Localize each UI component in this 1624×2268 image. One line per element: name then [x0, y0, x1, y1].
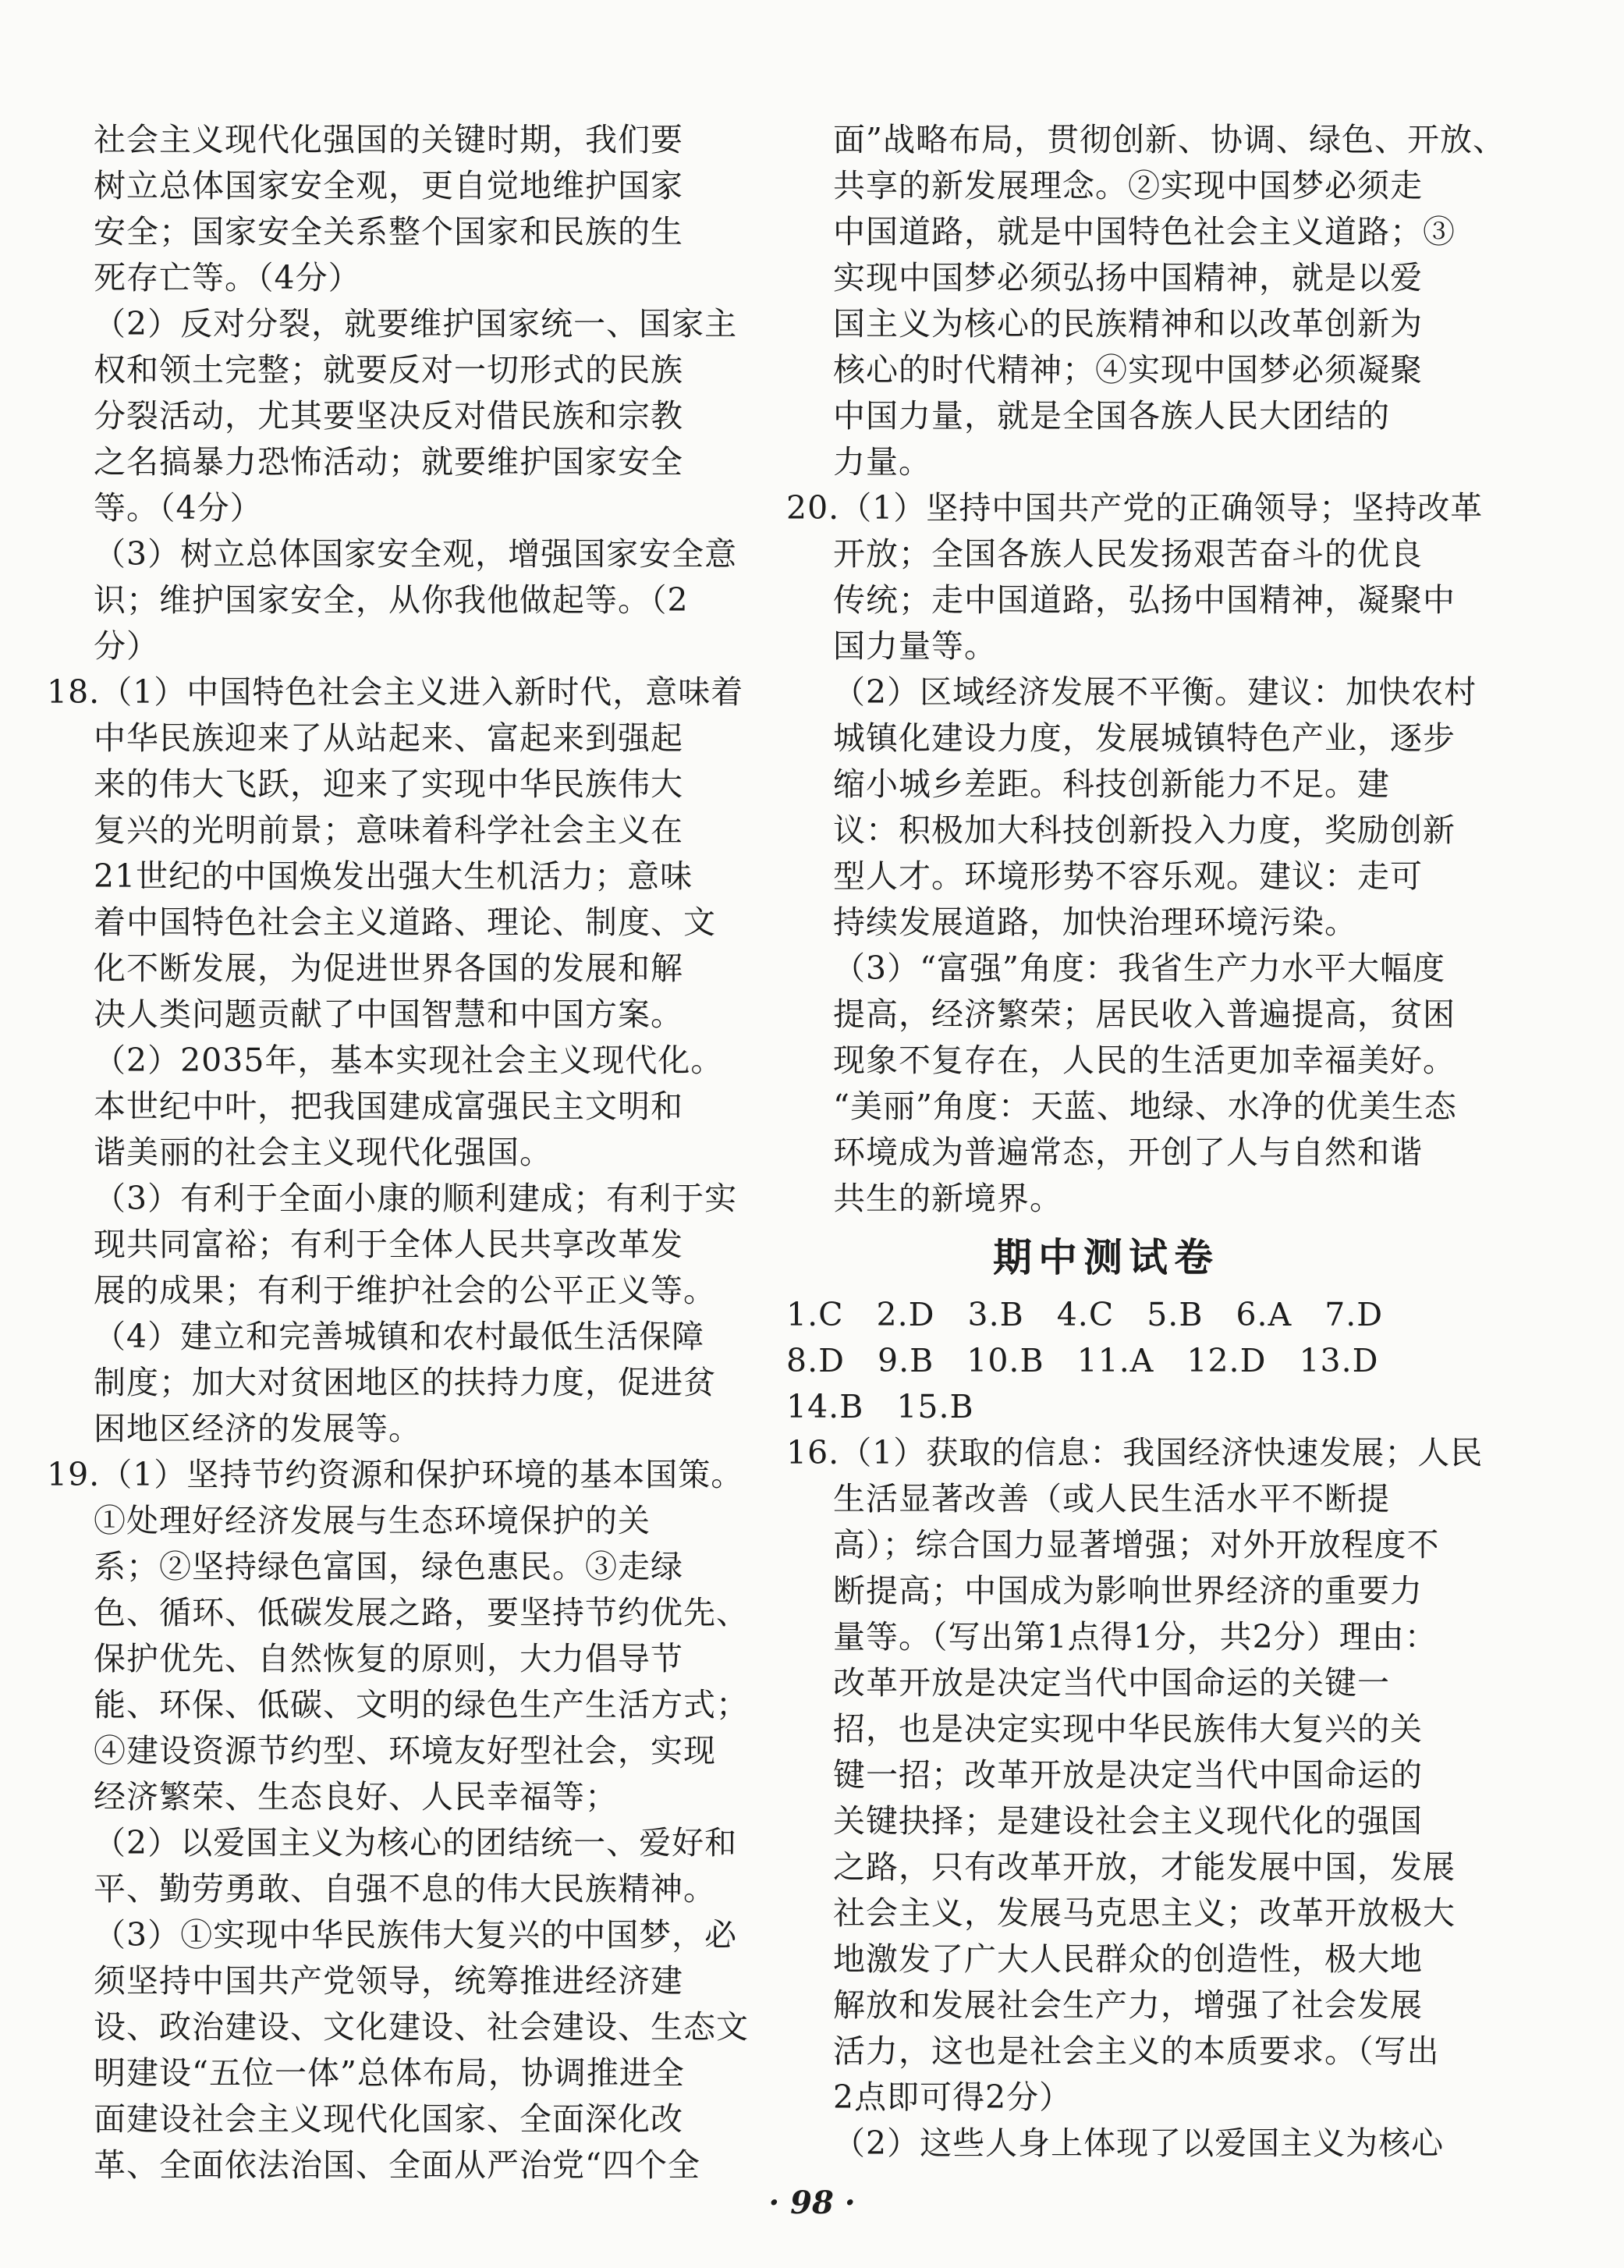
text-line: 色、循环、低碳发展之路，要坚持节约优先、 — [94, 1594, 749, 1631]
text-line: ④建设资源节约型、环境友好型社会，实现 — [94, 1732, 716, 1769]
text-line: 制度；加大对贫困地区的扶持力度，促进贫 — [94, 1364, 716, 1401]
text-line: 关键抉择；是建设社会主义现代化的强国 — [833, 1802, 1423, 1840]
text-line: 之名搞暴力恐怖活动；就要维护国家安全 — [94, 443, 683, 481]
text-line: 识；维护国家安全，从你我他做起等。（2 — [94, 581, 689, 619]
text-line: 困地区经济的发展等。 — [94, 1410, 421, 1447]
text-line: 决人类问题贡献了中国智慧和中国方案。 — [94, 996, 683, 1033]
text-line: 地激发了广大人民群众的创造性，极大地 — [833, 1940, 1423, 1978]
text-line: 平、勤劳勇敢、自强不息的伟大民族精神。 — [94, 1870, 716, 1908]
text-line: 议：积极加大科技创新投入力度，奖励创新 — [833, 811, 1456, 849]
text-line: 开放；全国各族人民发扬艰苦奋斗的优良 — [833, 535, 1423, 573]
text-line: （2）2035年，基本实现社会主义现代化。 — [94, 1042, 724, 1079]
text-line: 权和领土完整；就要反对一切形式的民族 — [94, 351, 683, 389]
text-line: 中国道路，就是中国特色社会主义道路；③ — [833, 213, 1456, 250]
text-line: 提高，经济繁荣；居民收入普遍提高，贫困 — [833, 996, 1456, 1033]
text-line: 树立总体国家安全观，更自觉地维护国家 — [94, 167, 683, 204]
text-line: 改革开放是决定当代中国命运的关键一 — [833, 1664, 1390, 1702]
text-line: 面建设社会主义现代化国家、全面深化改 — [94, 2100, 683, 2138]
text-line: 社会主义，发展马克思主义；改革开放极大 — [833, 1894, 1456, 1932]
text-line: 能、环保、低碳、文明的绿色生产生活方式； — [94, 1686, 749, 1723]
text-line: 19.（1）坚持节约资源和保护环境的基本国策。 — [47, 1456, 744, 1493]
text-line: 中国力量，就是全国各族人民大团结的 — [833, 397, 1390, 435]
text-line: 保护优先、自然恢复的原则，大力倡导节 — [94, 1640, 683, 1677]
text-line: 环境成为普遍常态，开创了人与自然和谐 — [833, 1134, 1423, 1171]
left-column — [47, 117, 749, 2188]
text-line: 力量。 — [833, 443, 931, 481]
text-line: 系；②坚持绿色富国，绿色惠民。③走绿 — [94, 1548, 683, 1585]
text-line: （2）这些人身上体现了以爱国主义为核心 — [833, 2124, 1445, 2162]
right-column-answers-top — [786, 117, 1505, 1222]
text-line: 国力量等。 — [833, 627, 997, 665]
text-line: （2）以爱国主义为核心的团结统一、爱好和 — [94, 1824, 738, 1862]
right-column-answers-bottom — [786, 1292, 1484, 2167]
text-line: 革、全面依法治国、全面从严治党“四个全 — [94, 2146, 700, 2184]
text-line: 1.C 2.D 3.B 4.C 5.B 6.A 7.D — [786, 1296, 1384, 1333]
text-line: 解放和发展社会生产力，增强了社会发展 — [833, 1986, 1423, 2024]
text-line: 中华民族迎来了从站起来、富起来到强起 — [94, 719, 683, 757]
text-line: 死存亡等。（4分） — [94, 259, 361, 296]
text-line: 设、政治建设、文化建设、社会建设、生态文 — [94, 2008, 749, 2046]
text-line: （2）反对分裂，就要维护国家统一、国家主 — [94, 305, 738, 343]
text-line: 核心的时代精神；④实现中国梦必须凝聚 — [833, 351, 1423, 389]
text-line: 型人才。环境形势不容乐观。建议：走可 — [833, 857, 1423, 895]
text-line: 本世纪中叶，把我国建成富强民主文明和 — [94, 1088, 683, 1125]
text-line: 高）；综合国力显著增强；对外开放程度不 — [833, 1526, 1440, 1563]
text-line: 8.D 9.B 10.B 11.A 12.D 13.D — [786, 1342, 1379, 1379]
text-line: 城镇化建设力度，发展城镇特色产业，逐步 — [833, 719, 1456, 757]
text-line: 国主义为核心的民族精神和以改革创新为 — [833, 305, 1423, 343]
text-line: （3）有利于全面小康的顺利建成；有利于实 — [94, 1180, 738, 1217]
text-line: （4）建立和完善城镇和农村最低生活保障 — [94, 1318, 705, 1355]
section-title: 期中测试卷 — [993, 1234, 1219, 1280]
text-line: 16.（1）获取的信息：我国经济快速发展；人民 — [786, 1434, 1484, 1471]
text-line: 明建设“五位一体”总体布局，协调推进全 — [94, 2054, 685, 2092]
text-line: 持续发展道路，加快治理环境污染。 — [833, 903, 1357, 941]
text-line: 21世纪的中国焕发出强大生机活力；意味 — [94, 857, 693, 895]
text-line: 经济繁荣、生态良好、人民幸福等； — [94, 1778, 618, 1815]
right-column — [786, 117, 1505, 2167]
text-line: 社会主义现代化强国的关键时期，我们要 — [94, 121, 683, 158]
text-line: 现共同富裕；有利于全体人民共享改革发 — [94, 1226, 683, 1263]
text-line: 分裂活动，尤其要坚决反对借民族和宗教 — [94, 397, 683, 435]
text-line: 共生的新境界。 — [833, 1180, 1062, 1217]
text-line: 缩小城乡差距。科技创新能力不足。建 — [833, 765, 1390, 803]
text-line: 安全；国家安全关系整个国家和民族的生 — [94, 213, 683, 250]
text-line: 断提高；中国成为影响世界经济的重要力 — [833, 1572, 1423, 1610]
text-line: 18.（1）中国特色社会主义进入新时代，意味着 — [47, 673, 744, 711]
text-line: 键一招；改革开放是决定当代中国命运的 — [833, 1756, 1423, 1794]
text-line: 展的成果；有利于维护社会的公平正义等。 — [94, 1272, 716, 1309]
text-line: 面”战略布局，贯彻创新、协调、绿色、开放、 — [833, 121, 1505, 158]
text-line: 之路，只有改革开放，才能发展中国，发展 — [833, 1848, 1456, 1886]
text-line: 20.（1）坚持中国共产党的正确领导；坚持改革 — [786, 489, 1484, 527]
text-line: 须坚持中国共产党领导，统筹推进经济建 — [94, 1962, 683, 2000]
text-line: （3）树立总体国家安全观，增强国家安全意 — [94, 535, 738, 573]
text-line: 分） — [94, 627, 159, 665]
text-line: “美丽”角度：天蓝、地绿、水净的优美生态 — [833, 1088, 1457, 1125]
text-line: 14.B 15.B — [786, 1388, 974, 1425]
text-line: 谐美丽的社会主义现代化强国。 — [94, 1134, 552, 1171]
text-line: 着中国特色社会主义道路、理论、制度、文 — [94, 903, 716, 941]
text-line: 实现中国梦必须弘扬中国精神，就是以爱 — [833, 259, 1423, 296]
text-line: （2）区域经济发展不平衡。建议：加快农村 — [833, 673, 1477, 711]
text-line: 传统；走中国道路，弘扬中国精神，凝聚中 — [833, 581, 1456, 619]
text-line: 化不断发展，为促进世界各国的发展和解 — [94, 949, 683, 987]
text-line: 生活显著改善（或人民生活水平不断提 — [833, 1480, 1390, 1517]
text-line: 等。（4分） — [94, 489, 263, 527]
text-line: 复兴的光明前景；意味着科学社会主义在 — [94, 811, 683, 849]
text-line: 活力，这也是社会主义的本质要求。（写出 — [833, 2032, 1440, 2070]
text-line: 招，也是决定实现中华民族伟大复兴的关 — [833, 1710, 1423, 1748]
text-line: 现象不复存在，人民的生活更加幸福美好。 — [833, 1042, 1456, 1079]
text-line: 2点即可得2分） — [833, 2078, 1073, 2116]
text-line: （3）①实现中华民族伟大复兴的中国梦，必 — [94, 1916, 738, 1954]
text-line: （3）“富强”角度：我省生产力水平大幅度 — [833, 949, 1446, 987]
text-line: 来的伟大飞跃，迎来了实现中华民族伟大 — [94, 765, 683, 803]
text-line: 共享的新发展理念。②实现中国梦必须走 — [833, 167, 1423, 204]
text-line: ①处理好经济发展与生态环境保护的关 — [94, 1502, 651, 1539]
page-number: · 98 · — [768, 2185, 856, 2221]
text-line: 量等。（写出第1点得1分，共2分）理由： — [833, 1618, 1438, 1656]
